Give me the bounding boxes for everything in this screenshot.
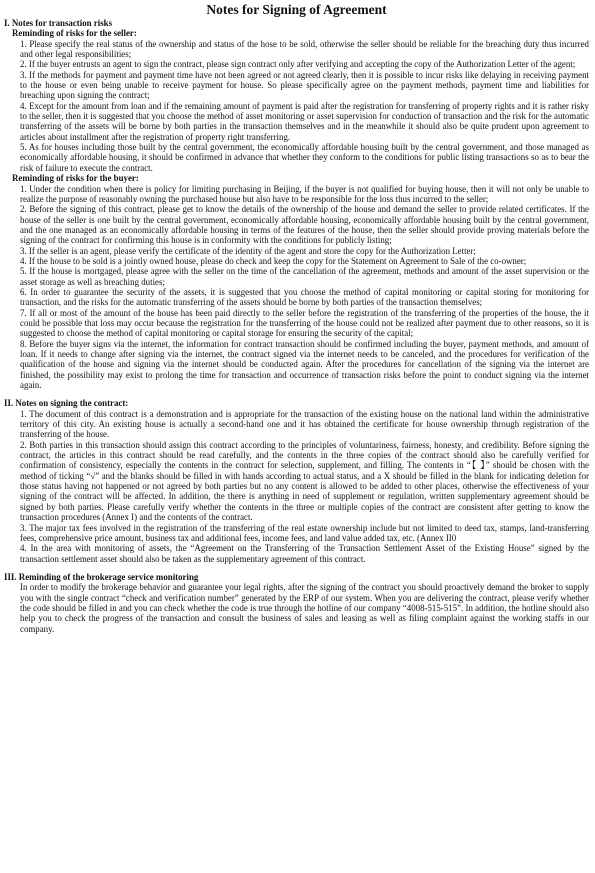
section-spacer [4, 564, 589, 572]
buyer-risk-item: 7. If all or most of the amount of the house has been paid directly to the seller before the registration of the transferring of the properties of the house, the it could be possible that loss may occur because the registration for the transferring of the house could not be realized after payment due to other reasons, so it is suggested to choose the method of capital monitoring or capital storage for ensuring the security of the capital; [20, 307, 589, 339]
section-heading: I. Notes for transaction risks [4, 18, 113, 28]
buyer-risk-item: 5. If the house is mortgaged, please agree with the seller on the time of the cancellation of the agreement, methods and amount of the asset supervision or the asset storage as well as breaching duties; [20, 266, 589, 287]
section-heading: II. Notes on signing the contract: [4, 398, 129, 409]
signing-note-item: 3. The major tax fees involved in the registration of the transferring of the real estate ownership include but not limited to deed tax, stamps, land-transferring fees, comprehensive price amount, business tax and additional fees, income fees, and land value added tax, etc. (Annex II0 [20, 522, 589, 543]
signing-note-item: 2. Both parties in this transaction should assign this contract according to the principles of voluntariness, fairness, honesty, and credibility. Before signing the contract, the articles in this contract should be read carefully, and the contents in the three copies of the contract should also be carefully verified for confirmation of consistency, especially the contents in the contract for selection, supplement, and filling. The contents in “【 】” should be chosen with the method of ticking “√” and the blanks should be filled in with hands according to actual status, and a X should be filled in the blank for indicating deletion for those status having not happened or not agreed by both parties but no any content is allowed to be added to other places, otherwise the effectiveness of your signing of the contract will be affected. In addition, the there is anything in need of supplement or regulation, written supplementary agreement should be signed by both parties. Please carefully verify whether the contents in the three or multiple copies of the contract are consistent after getting to know the transaction procedures (Annex I) and the contents of the contract. [20, 439, 589, 523]
buyer-risks-heading: Reminding of risks for the buyer: [12, 173, 139, 184]
signing-note-item: 4. In the area with monitoring of assets, the “Agreement on the Transferring of the Transaction Settlement Asset of the Existing House” signed by the transaction settlement asset should also be taken as the supplementary agreement of this contract. [20, 543, 589, 564]
seller-risk-item: 3. If the methods for payment and payment time have not been agreed or not agreed clearly, then it is possible to incur risks like delaying in receiving payment to the house or even being unable to receive payment for house. So please specifically agree on the payment methods, payment time and liabilities for breaching upon signing the contract; [20, 69, 589, 101]
document-page [0, 2, 589, 634]
section-brokerage-monitoring [4, 572, 589, 634]
signing-note-item: 1. The document of this contract is a demonstration and is appropriate for the transaction of the existing house on the national land within the administrative territory of this city. An existing house is actually a second-hand one and it has obtained the certificate for house ownership through registration of the transferring of the house. [20, 408, 589, 440]
buyer-risk-item: 2. Before the signing of this contract, please get to know the details of the ownership of the house and demand the seller to provide related certificates. If the house of the seller is one built by the central government, economically affordable housing, economically affordable housing built by the central government, and the one managed as an economically affordable housing in terms of the features of the house, then the seller should provide proving materials before the signing of the contract for confirming this house is in conformity with the conditions for publicly listing; [20, 204, 589, 246]
document-title: Notes for Signing of Agreement [206, 2, 387, 17]
buyer-risk-item: 3. If the seller is an agent, please verify the certificate of the identity of the agent and store the copy for the Authorization Letter; [20, 245, 476, 256]
buyer-risk-item: 8. Before the buyer signs via the internet, the information for contract transaction should be confirmed including the buyer, payment methods, and amount of loan. If it needs to change after signing via the internet, the contract signed via the internet needs to be canceled, and the procedures for verification of the qualification of the house and signing via the internet should be conducted again. After the procedures for cancellation of the signing via the internet are finished, the possibility may exist to prolong the time for transaction and occurrence of transaction risks before the point to conduct signing via the internet again. [20, 338, 589, 391]
brokerage-note-body: In order to modify the brokerage behavior and guarantee your legal rights, after the signing of the contract you should proactively demand the broker to supply you with the single contract “check and verification number” generated by the ERP of our system. When you are delivering the contract, please verify whether the code should be filled in and you can check whether the code is true through the hotline of our company “4008-515-515”. In addition, the hotline should also help you to check the progress of the transaction and consult the business of sales and leasing as well as filing complaint against the working staffs in our company. [20, 582, 589, 634]
seller-risks-heading: Reminding of risks for the seller: [12, 28, 137, 39]
seller-risk-item: 1. Please specify the real status of the ownership and status of the hose to be sold, otherwise the seller should be reliable for the breaching duty thus incurred and other legal responsibilities; [20, 38, 589, 60]
section-spacer [4, 390, 589, 398]
seller-risk-item: 5. As for houses including those built by the central government, the economically affordable housing built by the central government, and those managed as economically affordable housing, it should be confirmed in advance that whether they conform to the conditions for public listing transactions so as to bear the risk of failure to execute the contract. [20, 142, 589, 173]
buyer-risk-item: 1. Under the condition when there is policy for limiting purchasing in Beijing, if the buyer is not qualified for buying house, then it will not only be unable to realize the purpose of reasonably owning the purchased house but also have to be responsible for the loss thus incurred to the seller; [20, 183, 589, 204]
seller-risk-item: 2. If the buyer entrusts an agent to sign the contract, please sign contract only after verifying and accepting the copy of the Authorization Letter of the agent; [20, 59, 576, 70]
seller-risk-item: 4. Except for the amount from loan and if the remaining amount of payment is paid after the registration for transferring of property rights and it is rather risky to the seller, then it is suggested that you choose the method of asset monitoring or asset supervision for conduction of transaction and the risk for the automatic transferring of the assets will be borne by both parties in the transaction themselves and in the meanwhile it should also be quite prudent upon agreement to articles about installment after the registration of property right transferring. [20, 100, 589, 142]
buyer-risk-item: 6. In order to guarantee the security of the assets, it is suggested that you choose the method of capital monitoring or capital storing for monitoring for transaction, and the risks for the automatic transferring of the assets should be borne by both parties of the transaction themselves; [20, 286, 589, 308]
section-signing-notes [4, 398, 589, 564]
buyer-risk-item: 4. If the house to be sold is a jointly owned house, please do check and keep the copy for the Statement on Agreement to Sale of the co-owner; [20, 255, 527, 266]
section-heading: III. Reminding of the brokerage service monitoring [4, 571, 199, 582]
section-transaction-risks [4, 18, 589, 390]
